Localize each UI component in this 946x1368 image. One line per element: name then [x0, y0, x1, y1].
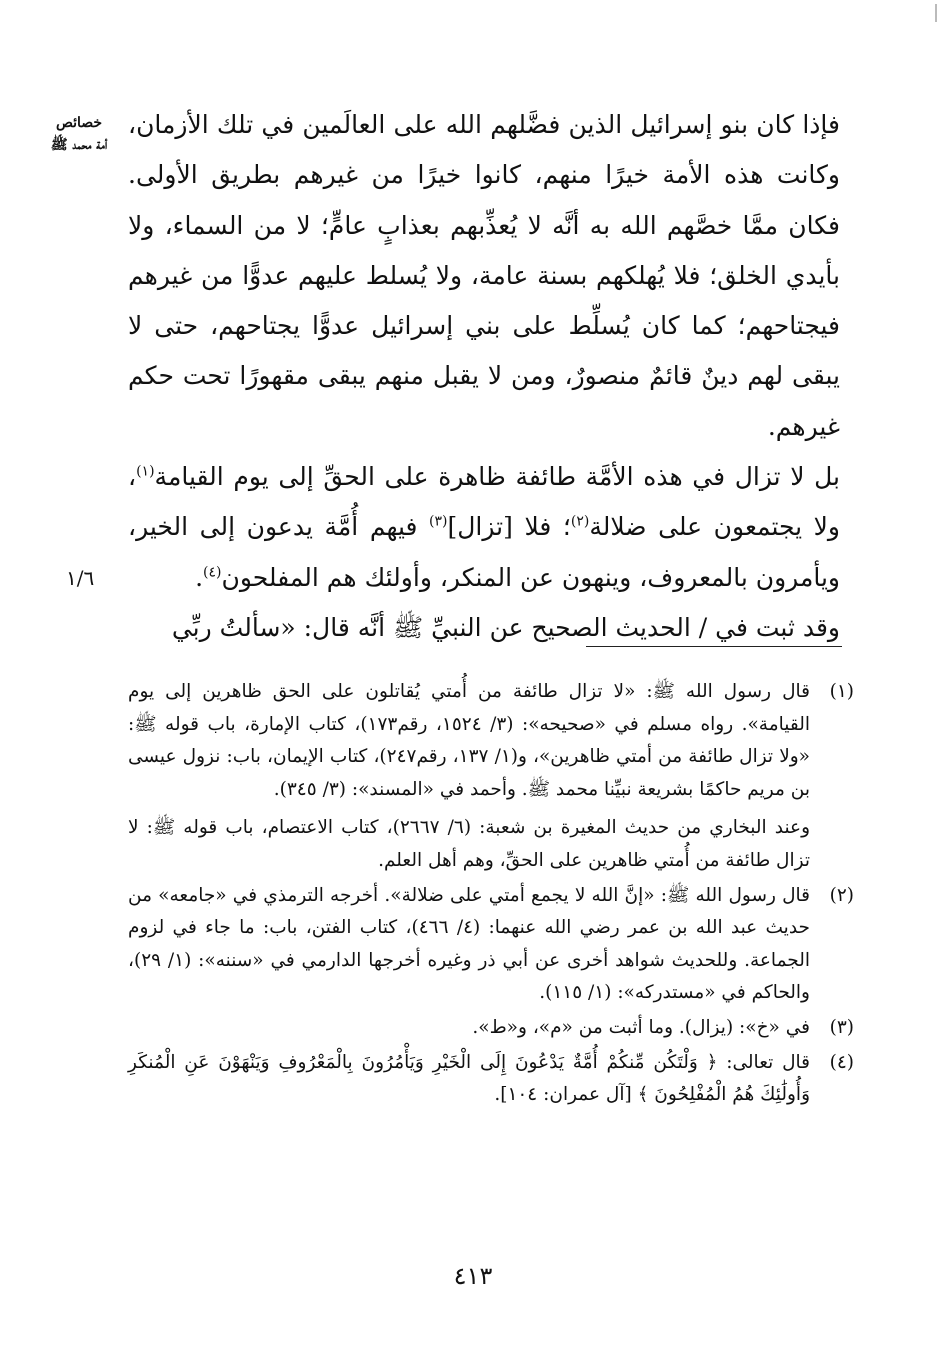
- paragraph-2-part-a: بل لا تزال في هذه الأمَّة طائفة ظاهرة على الحقِّ إلى يوم القيامة: [154, 462, 840, 492]
- scan-edge-mark: [935, 4, 937, 22]
- footnote-ref-3[interactable]: (٣): [429, 514, 448, 531]
- footnote-2: [128, 880, 854, 1010]
- footnotes: [128, 676, 854, 1114]
- footnote-separator: [586, 646, 842, 647]
- footnote-body: [128, 1047, 810, 1112]
- footnote-3: [128, 1012, 854, 1045]
- footnote-number: (١): [829, 681, 854, 702]
- footnote-number: (٤): [829, 1051, 854, 1073]
- paragraph-2-part-c: ؛ فلا [تزال]: [447, 512, 571, 542]
- margin-heading-line1: خصائص: [55, 115, 103, 131]
- paragraph-3: وقد ثبت في / الحديث الصحيح عن النبيِّ ﷺ أنَّه قال: «سألتُ ربِّي: [171, 612, 840, 642]
- footnote-number: (٣): [829, 1016, 854, 1038]
- footnote-ref-2[interactable]: (٢): [570, 514, 590, 531]
- paragraph-2-part-b: ، ولا يجتمعون على ضلالة: [128, 462, 841, 542]
- manuscript-page-ref: ١/٦: [66, 566, 95, 590]
- footnote-1: [128, 676, 854, 878]
- paragraph-1: فإذا كان بنو إسرائيل الذين فضَّلهم الله على العالَمين في تلك الأزمان، وكانت هذه الأمة خيرًا منهم، كانوا خيرًا من غيرهم بطريق الأولى. فكان ممَّا خصَّهم الله به أنَّه لا يُعذِّبهم بعذابٍ عامٍّ؛ لا من السماء، ولا بأيدي الخلق؛ فلا يُهلكهم بسنة عامة، ولا يُسلط عليهم عدوًّا من غيرهم فيجتاحهم؛ كما كان يُسلِّط على بني إسرائيل عدوًّا يجتاحهم، حتى لا يبقى لهم دينٌ قائمٌ منصورٌ، ومن لا يقبل منهم يبقى مقهورًا تحت حكم غيرهم.: [128, 110, 840, 441]
- paragraph-2: [128, 452, 840, 603]
- footnote-text: في «خ»: (يزال). وما أثبت من «م»، و«ط».: [472, 1016, 810, 1038]
- margin-heading-line2: أمة محمد ﷺ: [50, 137, 108, 153]
- footnote-subtext: وعند البخاري من حديث المغيرة بن شعبة: (٦/ ٢٦٦٧)، كتاب الاعتصام، باب قوله ﷺ: لا تزال طائفة من أُمتي ظاهرين على الحقِّ، وهم أهل العلم.: [128, 817, 810, 871]
- footnote-body: [128, 1012, 810, 1045]
- footnote-ref-1[interactable]: (١): [136, 463, 155, 480]
- footnote-text: قال رسول الله ﷺ: «لا تزال طائفة من أُمتي يُقاتلون على الحق ظاهرين إلى يوم القيامة». رواه مسلم في «صحيحه»: (٣/ ١٥٢٤، رقم١٧٣)، كتاب الإمارة، باب قوله ﷺ: «ولا تزال طائفة من أمتي ظاهرين»، و(١/ ١٣٧، رقم٢٤٧)، كتاب الإيمان، باب: نزول عيسى بن مريم حاكمًا بشريعة نبيِّنا محمد ﷺ. وأحمد في «المسند»: (٣/ ٣٤٥).: [128, 681, 810, 800]
- footnote-text: قال تعالى: ﴿ وَلْتَكُن مِّنكُمْ أُمَّةٌ يَدْعُونَ إِلَى الْخَيْرِ وَيَأْمُرُونَ بِالْمَعْرُوفِ وَيَنْهَوْنَ عَنِ الْمُنكَرِ وَأُولَٰئِكَ هُمُ الْمُفْلِحُونَ ﴾ [آل عمران: ١٠٤].: [128, 1051, 810, 1106]
- footnote-ref-4[interactable]: (٤): [203, 564, 222, 581]
- paragraph-2-part-e: .: [195, 562, 204, 592]
- footnote-number: (٢): [829, 884, 854, 906]
- footnote-body: [128, 676, 810, 878]
- margin-heading: [34, 112, 124, 156]
- paragraph-2-part-d: فيهم أُمَّة يدعون إلى الخير، ويأمرون بالمعروف، وينهون عن المنكر، وأولئك هم المفلحون: [128, 512, 840, 592]
- footnote-text: قال رسول الله ﷺ: «إنَّ الله لا يجمع أمتي على ضلالة». أخرجه الترمذي في «جامعه» من حديث عبد الله بن عمر رضي الله عنهما: (٤/ ٤٦٦)، كتاب الفتن، باب: ما جاء في لزوم الجماعة. وللحديث شواهد أخرى عن أبي ذر وغيره أخرجها الدارمي في «سننه»: (١/ ٢٩)، والحاكم في «مستدركه»: (١/ ١١٥).: [128, 884, 810, 1004]
- footnote-body: [128, 880, 810, 1010]
- main-body-text: [128, 100, 840, 653]
- footnote-4: [128, 1047, 854, 1112]
- page-number: ٤١٣: [453, 1262, 493, 1290]
